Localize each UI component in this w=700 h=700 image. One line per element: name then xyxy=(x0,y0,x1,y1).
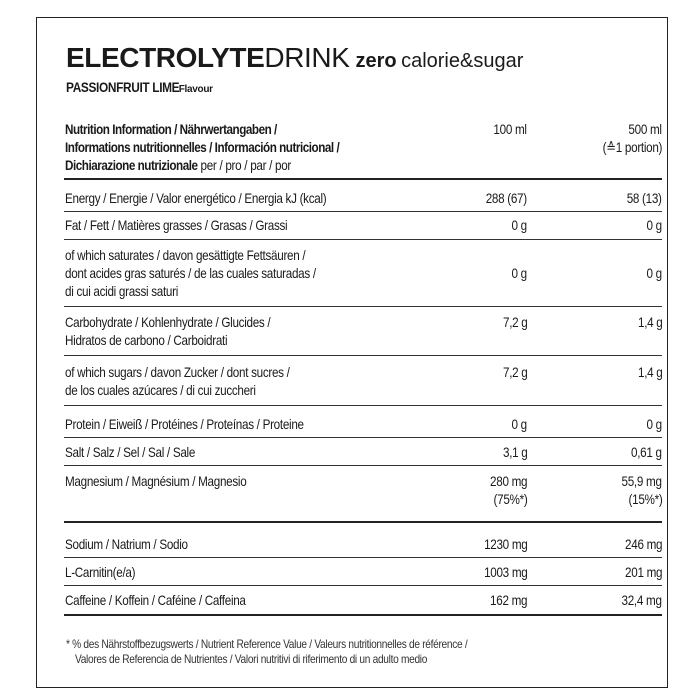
row-divider xyxy=(64,239,662,240)
row-magnesium-nrv-100ml: (75%*) xyxy=(493,492,527,507)
brand-word-zero: zero xyxy=(355,50,397,72)
row-divider xyxy=(64,437,662,438)
header-line-3 xyxy=(65,157,328,175)
row-saturates-value-100ml: 0 g xyxy=(511,266,527,281)
row-fat-value-100ml: 0 g xyxy=(511,218,527,233)
row-carbohydrate-value-500ml: 1,4 g xyxy=(637,315,662,330)
header-line-3-rest: per / pro / par / por xyxy=(197,158,292,173)
row-saturates-label-1: of which saturates / davon gesättigte Fettsäuren / xyxy=(65,248,306,263)
row-saturates-value-500ml: 0 g xyxy=(646,266,662,281)
row-carnitine-value-500ml: 201 mg xyxy=(624,565,662,580)
header-col-portion: (≙1 portion) xyxy=(602,140,662,155)
footnote-line-2: Valores de Referencia de Nutrientes / Valori nutritivi di riferimento di un adulto medio xyxy=(75,652,428,666)
row-divider xyxy=(64,405,662,406)
row-fat-label: Fat / Fett / Matières grasses / Grasas / Grassi xyxy=(65,218,288,233)
row-divider xyxy=(64,585,662,586)
header-col-500ml: 500 ml xyxy=(628,122,662,137)
flavour-name: PASSIONFRUIT LIME xyxy=(66,80,180,95)
header-line-3-bold: Dichiarazione nutrizionale xyxy=(65,158,198,173)
row-divider xyxy=(64,465,662,466)
header-line-2: Informations nutritionnelles / Información nutricional / xyxy=(65,140,340,155)
row-magnesium-value-100ml: 280 mg xyxy=(489,474,527,489)
row-carnitine-label: L-Carnitin(e/a) xyxy=(65,565,136,580)
row-divider xyxy=(64,306,662,307)
row-divider xyxy=(64,557,662,558)
row-magnesium-nrv-500ml: (15%*) xyxy=(628,492,662,507)
row-saturates-label-3: di cui acidi grassi saturi xyxy=(65,284,179,299)
product-brand-title xyxy=(66,44,523,72)
row-caffeine-value-500ml: 32,4 mg xyxy=(621,593,662,608)
row-fat-value-500ml: 0 g xyxy=(646,218,662,233)
brand-word-electrolyte: ELECTROLYTE xyxy=(66,42,265,73)
row-energy-label: Energy / Energie / Valor energético / Energia kJ (kcal) xyxy=(65,191,327,206)
row-salt-label: Salt / Salz / Sel / Sal / Sale xyxy=(65,445,196,460)
row-protein-value-500ml: 0 g xyxy=(646,417,662,432)
row-protein-value-100ml: 0 g xyxy=(511,417,527,432)
table-bottom-divider xyxy=(64,614,662,616)
flavour-suffix: Flavour xyxy=(178,84,213,95)
row-saturates-label-2: dont acides gras saturés / de las cuales saturadas / xyxy=(65,266,316,281)
row-sodium-value-500ml: 246 mg xyxy=(624,537,662,552)
row-caffeine-value-100ml: 162 mg xyxy=(489,593,527,608)
row-carbohydrate-label-1: Carbohydrate / Kohlenhydrate / Glucides / xyxy=(65,315,271,330)
row-energy-value-500ml: 58 (13) xyxy=(627,191,662,206)
row-sodium-value-100ml: 1230 mg xyxy=(483,537,527,552)
row-divider xyxy=(64,355,662,356)
row-sugars-label-2: de los cuales azúcares / di cui zuccheri xyxy=(65,383,256,398)
row-sugars-value-100ml: 7,2 g xyxy=(502,365,527,380)
section-divider xyxy=(64,521,662,523)
header-col-100ml: 100 ml xyxy=(493,122,527,137)
brand-word-drink: DRINK xyxy=(264,42,350,73)
row-carnitine-value-100ml: 1003 mg xyxy=(483,565,527,580)
row-energy-value-100ml: 288 (67) xyxy=(485,191,527,206)
row-magnesium-label: Magnesium / Magnésium / Magnesio xyxy=(65,474,247,489)
row-caffeine-label: Caffeine / Koffein / Caféine / Caffeina xyxy=(65,593,246,608)
row-carbohydrate-label-2: Hidratos de carbono / Carboidrati xyxy=(65,333,228,348)
row-magnesium-value-500ml: 55,9 mg xyxy=(621,474,662,489)
row-divider xyxy=(64,211,662,212)
row-sugars-label-1: of which sugars / davon Zucker / dont sucres / xyxy=(65,365,290,380)
footnote-line-1: * % des Nährstoffbezugswerts / Nutrient Reference Value / Valeurs nutritionnelles de référence / xyxy=(66,637,468,651)
row-sugars-value-500ml: 1,4 g xyxy=(637,365,662,380)
header-divider xyxy=(64,178,662,180)
row-sodium-label: Sodium / Natrium / Sodio xyxy=(65,537,188,552)
header-line-1: Nutrition Information / Nährwertangaben / xyxy=(65,122,277,137)
row-salt-value-100ml: 3,1 g xyxy=(502,445,527,460)
nutrition-label-panel xyxy=(36,17,668,688)
row-protein-label: Protein / Eiweiß / Protéines / Proteínas / Proteine xyxy=(65,417,304,432)
flavour-line xyxy=(66,80,213,96)
row-carbohydrate-value-100ml: 7,2 g xyxy=(502,315,527,330)
row-salt-value-500ml: 0,61 g xyxy=(631,445,662,460)
brand-word-calorie-sugar: calorie&sugar xyxy=(401,50,524,72)
